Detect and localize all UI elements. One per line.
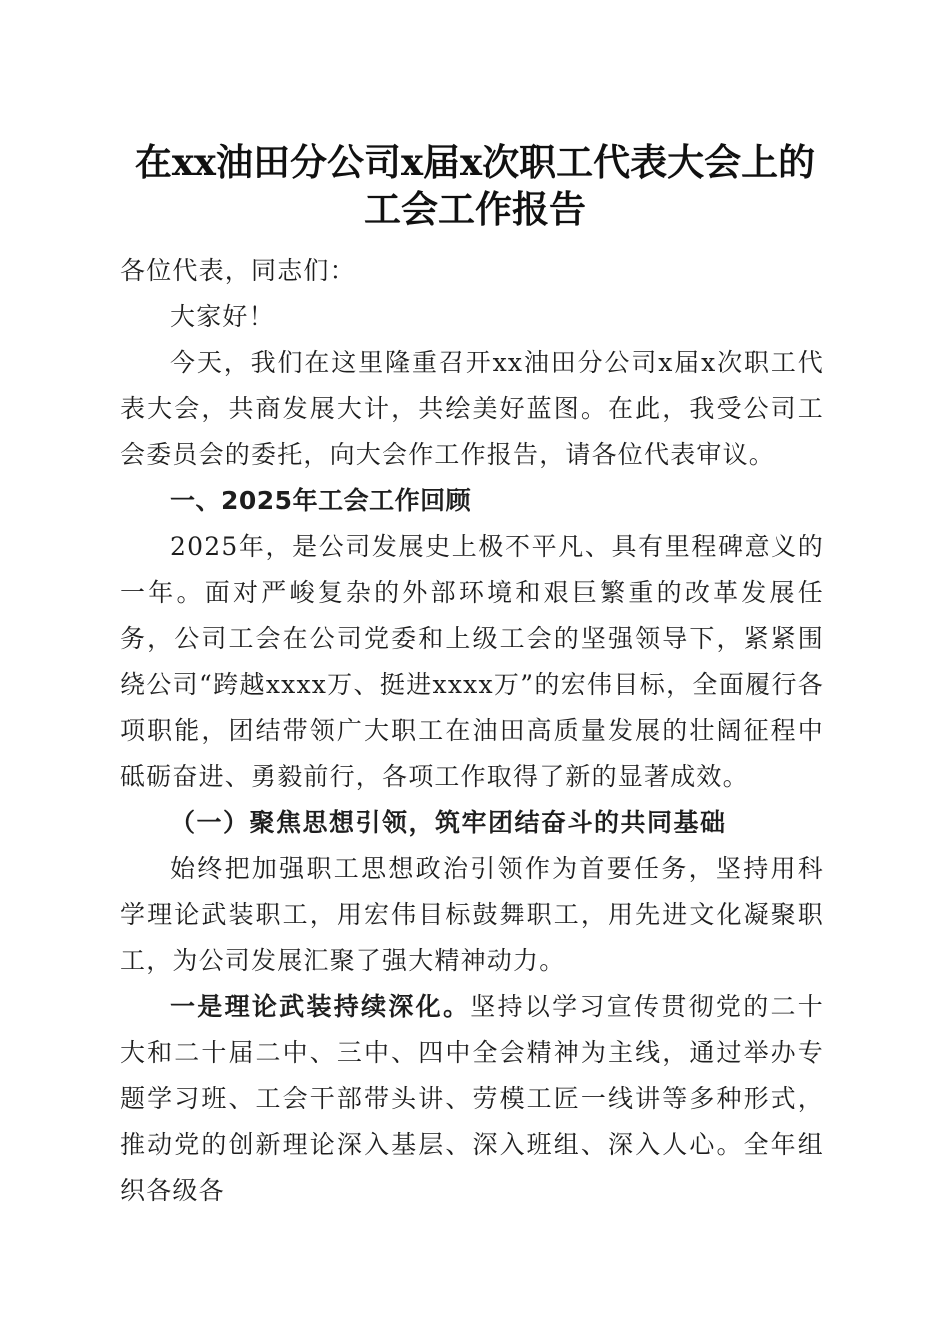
document-title-line-1: 在xx油田分公司x届x次职工代表大会上的 [134, 140, 816, 184]
document-body [120, 248, 824, 1214]
document-title-line-2: 工会工作报告 [364, 187, 586, 231]
point-1-text: 坚持以学习宣传贯彻党的二十大和二十届二中、三中、四中全会精神为主线，通过举办专题学习班、工会干部带头讲、劳模工匠一线讲等多种形式，推动党的创新理论深入基层、深入班组、深入人心。全年组织各级各 [120, 992, 824, 1205]
greeting: 大家好！ [170, 302, 275, 331]
point-1-paragraph [120, 984, 824, 1214]
subsection-heading-1: （一）聚焦思想引领，筑牢团结奋斗的共同基础 [170, 808, 727, 837]
section-1-paragraph: 2025年，是公司发展史上极不平凡、具有里程碑意义的一年。面对严峻复杂的外部环境和艰巨繁重的改革发展任务，公司工会在公司党委和上级工会的坚强领导下，紧紧围绕公司“跨越xxxx万、挺进xxxx万”的宏伟目标，全面履行各项职能，团结带领广大职工在油田高质量发展的壮阔征程中砥砺奋进、勇毅前行，各项工作取得了新的显著成效。 [120, 532, 824, 791]
point-1-lead: 一是理论武装持续深化。 [170, 992, 471, 1021]
subsection-1-paragraph: 始终把加强职工思想政治引领作为首要任务，坚持用科学理论武装职工，用宏伟目标鼓舞职工，用先进文化凝聚职工，为公司发展汇聚了强大精神动力。 [120, 854, 824, 975]
section-heading-1: 一、2025年工会工作回顾 [170, 486, 472, 515]
salutation: 各位代表，同志们： [120, 256, 356, 285]
intro-paragraph: 今天，我们在这里隆重召开xx油田分公司x届x次职工代表大会，共商发展大计，共绘美好蓝图。在此，我受公司工会委员会的委托，向大会作工作报告，请各位代表审议。 [120, 348, 824, 469]
